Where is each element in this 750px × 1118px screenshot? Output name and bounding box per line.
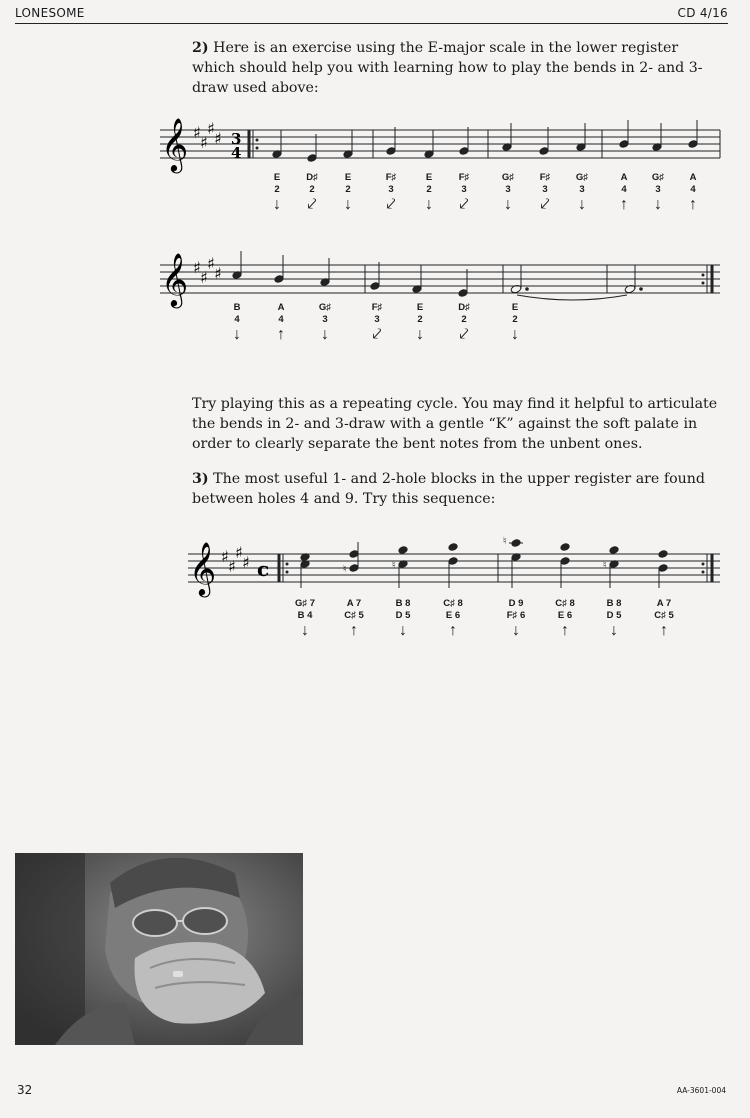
tab-note: F♯ 3 ⤦ xyxy=(362,302,392,344)
svg-text:♯: ♯ xyxy=(214,129,222,148)
draw-arrow-icon: ↓ xyxy=(416,326,424,343)
draw-arrow-icon: ↓ xyxy=(512,622,520,639)
tab-chord: A 7 C♯ 5 ↑ xyxy=(337,598,371,640)
tab-chord: A 7 C♯ 5 ↑ xyxy=(647,598,681,640)
running-header-title: LONESOME xyxy=(15,6,85,20)
header-rule xyxy=(15,23,728,24)
bend-arrow-icon: ⤦ xyxy=(459,196,469,213)
draw-arrow-icon: ↓ xyxy=(344,196,352,213)
svg-text:♯: ♯ xyxy=(235,543,243,562)
tab-chord: C♯ 8 E 6 ↑ xyxy=(436,598,470,640)
staff-line-3 xyxy=(183,530,725,600)
draw-arrow-icon: ↓ xyxy=(399,622,407,639)
svg-text:♮: ♮ xyxy=(343,564,347,575)
svg-text:♯: ♯ xyxy=(200,133,208,152)
tab-chord: B 8 D 5 ↓ xyxy=(597,598,631,640)
tab-note: G♯ 3 ↓ xyxy=(643,172,673,214)
staff-line-1 xyxy=(155,110,725,180)
bend-arrow-icon: ⤦ xyxy=(386,196,396,213)
tab-note: D♯ 2 ⤦ xyxy=(449,302,479,344)
tab-note: E 2 ↓ xyxy=(262,172,292,214)
draw-arrow-icon: ↓ xyxy=(504,196,512,213)
svg-text:♮: ♮ xyxy=(603,560,607,571)
tab-note: F♯ 3 ⤦ xyxy=(449,172,479,214)
svg-text:♮: ♮ xyxy=(392,560,396,571)
draw-arrow-icon: ↓ xyxy=(610,622,618,639)
harmonica-player-photo xyxy=(15,853,303,1045)
catalog-code: AA-3601-004 xyxy=(676,1086,726,1095)
tab-chord: B 8 D 5 ↓ xyxy=(386,598,420,640)
draw-arrow-icon: ↓ xyxy=(578,196,586,213)
tab-note: G♯ 3 ↓ xyxy=(310,302,340,344)
blow-arrow-icon: ↑ xyxy=(620,196,628,213)
svg-text:4: 4 xyxy=(231,144,242,162)
tab-note: F♯ 3 ⤦ xyxy=(530,172,560,214)
key-signature-icon xyxy=(193,254,222,287)
exercise-2-text: 2) Here is an exercise using the E-major scale in the lower register which should help you with learning how to play the bends in 2- and 3-draw used above: xyxy=(192,40,703,96)
draw-arrow-icon: ↓ xyxy=(654,196,662,213)
tab-note: E 2 ↓ xyxy=(405,302,435,344)
staff-3-chords xyxy=(300,536,712,588)
blow-arrow-icon: ↑ xyxy=(561,622,569,639)
cycle-instruction-text: Try playing this as a repeating cycle. You may find it helpful to articulate the bends in 2- and 3-draw with a gentle “K” against the soft palate in order to clearly separate the bent notes from the unbent ones. xyxy=(192,396,718,452)
svg-text:♯: ♯ xyxy=(200,268,208,287)
blow-arrow-icon: ↑ xyxy=(689,196,697,213)
tab-note: B 4 ↓ xyxy=(222,302,252,344)
svg-text:♯: ♯ xyxy=(214,264,222,283)
treble-clef-icon: 𝄞 xyxy=(161,252,189,306)
key-signature-icon xyxy=(221,543,250,576)
tab-note: E 2 ↓ xyxy=(414,172,444,214)
key-signature-icon xyxy=(193,119,222,152)
draw-arrow-icon: ↓ xyxy=(511,326,519,343)
tab-chord: D 9 F♯ 6 ↓ xyxy=(499,598,533,640)
staff-1-notes xyxy=(272,120,720,162)
running-header-track: CD 4/16 xyxy=(677,6,728,20)
bend-arrow-icon: ⤦ xyxy=(540,196,550,213)
bend-arrow-icon: ⤦ xyxy=(372,326,382,343)
blow-arrow-icon: ↑ xyxy=(277,326,285,343)
svg-text:3: 3 xyxy=(231,130,242,148)
tab-note: D♯ 2 ⤦ xyxy=(297,172,327,214)
draw-arrow-icon: ↓ xyxy=(321,326,329,343)
tab-note: G♯ 3 ↓ xyxy=(493,172,523,214)
svg-text:♯: ♯ xyxy=(193,123,201,142)
tab-chord: C♯ 8 E 6 ↑ xyxy=(548,598,582,640)
treble-clef-icon: 𝄞 xyxy=(189,541,217,595)
page-number: 32 xyxy=(17,1083,33,1097)
treble-clef-icon: 𝄞 xyxy=(161,117,189,171)
tab-note: A 4 ↑ xyxy=(609,172,639,214)
tab-note: F♯ 3 ⤦ xyxy=(376,172,406,214)
exercise-3-text: 3) The most useful 1- and 2-hole blocks in the upper register are found between holes 4 and 9. Try this sequence: xyxy=(192,471,705,507)
tab-note: A 4 ↑ xyxy=(678,172,708,214)
svg-text:♮: ♮ xyxy=(503,536,507,547)
svg-text:♯: ♯ xyxy=(207,254,215,273)
svg-text:♯: ♯ xyxy=(242,553,250,572)
tab-note: A 4 ↑ xyxy=(266,302,296,344)
tab-note: G♯ 3 ↓ xyxy=(567,172,597,214)
draw-arrow-icon: ↓ xyxy=(273,196,281,213)
svg-text:♯: ♯ xyxy=(193,258,201,277)
svg-text:♯: ♯ xyxy=(221,547,229,566)
svg-text:♯: ♯ xyxy=(228,557,236,576)
svg-text:c: c xyxy=(257,557,270,581)
blow-arrow-icon: ↑ xyxy=(449,622,457,639)
bend-arrow-icon: ⤦ xyxy=(459,326,469,343)
draw-arrow-icon: ↓ xyxy=(425,196,433,213)
bend-arrow-icon: ⤦ xyxy=(307,196,317,213)
svg-text:♯: ♯ xyxy=(207,119,215,138)
blow-arrow-icon: ↑ xyxy=(660,622,668,639)
tab-note: E 2 ↓ xyxy=(333,172,363,214)
blow-arrow-icon: ↑ xyxy=(350,622,358,639)
draw-arrow-icon: ↓ xyxy=(301,622,309,639)
tab-note: E 2 ↓ xyxy=(500,302,530,344)
tab-chord: G♯ 7 B 4 ↓ xyxy=(288,598,322,640)
draw-arrow-icon: ↓ xyxy=(233,326,241,343)
